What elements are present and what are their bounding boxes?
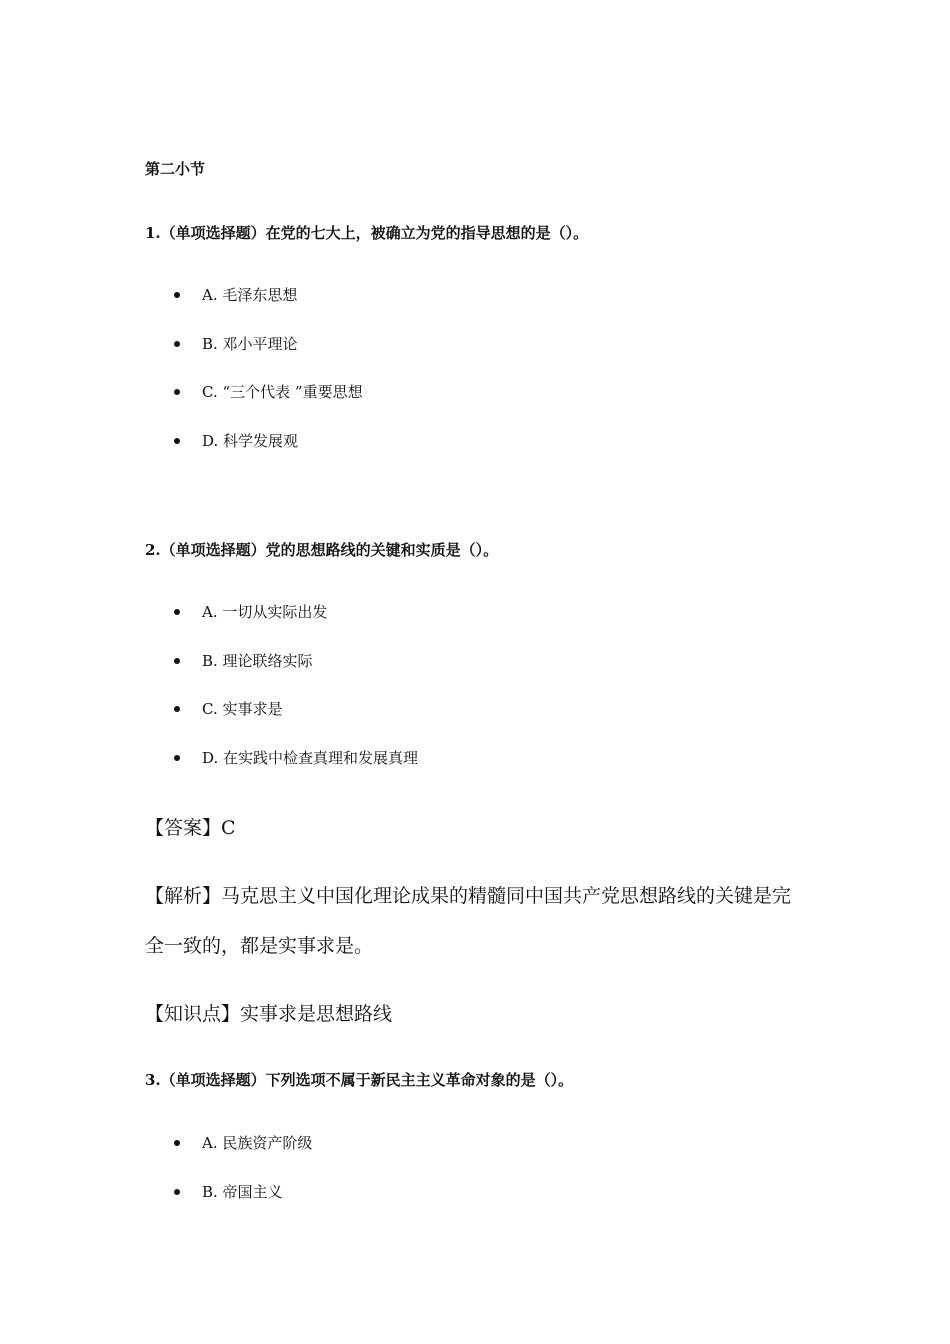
bullet-icon (174, 438, 180, 444)
option-label: C. 实事求是 (202, 700, 283, 718)
bullet-icon (174, 389, 180, 395)
bullet-icon (174, 658, 180, 664)
question-2-option-d (172, 747, 418, 768)
option-label: A. 民族资产阶级 (202, 1134, 313, 1152)
option-label: C. “三个代表 ”重要思想 (202, 383, 363, 401)
bullet-icon (174, 706, 180, 712)
question-1-option-b (172, 333, 298, 354)
question-2-text: 2.（单项选择题）党的思想路线的关键和实质是（）。 (145, 541, 499, 559)
question-1-option-c (172, 381, 363, 402)
question-2-option-b (172, 650, 313, 671)
question-1-option-d (172, 430, 298, 451)
question-2-option-c (172, 698, 282, 719)
option-label: B. 邓小平理论 (202, 335, 298, 353)
bullet-icon (174, 1189, 180, 1195)
question-3-option-b (172, 1181, 283, 1202)
question-2-knowledge-point: 【知识点】实事求是思想路线 (145, 1003, 393, 1025)
bullet-icon (174, 341, 180, 347)
bullet-icon (174, 292, 180, 298)
option-label: A. 一切从实际出发 (202, 603, 328, 621)
option-label: B. 理论联络实际 (202, 652, 313, 670)
question-2-analysis-line-2: 全一致的，都是实事求是。 (145, 935, 374, 957)
option-label: B. 帝国主义 (202, 1183, 283, 1201)
bullet-icon (174, 609, 180, 615)
question-3-option-a (172, 1132, 312, 1153)
question-1-text: 1.（单项选择题）在党的七大上，被确立为党的指导思想的是（）。 (145, 224, 589, 242)
section-title: 第二小节 (145, 160, 206, 178)
question-3-text: 3.（单项选择题）下列选项不属于新民主主义革命对象的是（）。 (145, 1071, 574, 1089)
option-label: D. 在实践中检查真理和发展真理 (202, 749, 419, 767)
question-2-option-a (172, 601, 327, 622)
bullet-icon (174, 755, 180, 761)
option-label: D. 科学发展观 (202, 432, 299, 450)
bullet-icon (174, 1140, 180, 1146)
option-label: A. 毛泽东思想 (202, 286, 298, 304)
question-2-answer: 【答案】C (145, 817, 236, 839)
question-1-option-a (172, 284, 297, 305)
question-2-analysis-line-1: 【解析】马克思主义中国化理论成果的精髓同中国共产党思想路线的关键是完 (145, 885, 792, 907)
